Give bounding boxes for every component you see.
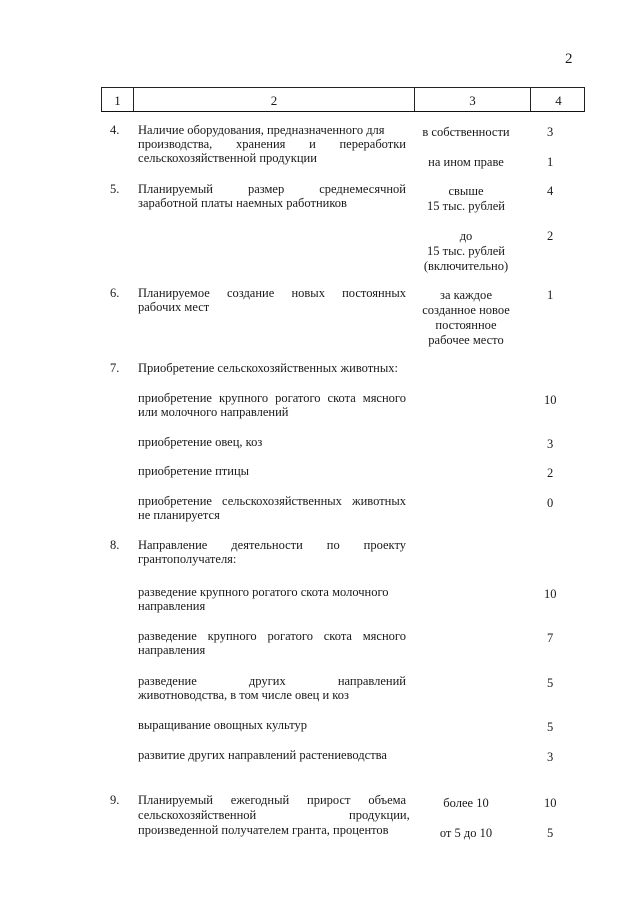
option-text: в собственности — [422, 125, 510, 139]
criterion-text: или молочного направлений — [138, 405, 289, 419]
score: 3 — [547, 750, 554, 764]
criterion-text: разведение других направлений — [138, 674, 406, 688]
criterion-text: Планируемый ежегодный прирост объема — [138, 793, 406, 807]
criterion-text: приобретение птицы — [138, 464, 250, 478]
row-number: 5. — [110, 182, 120, 196]
score: 5 — [547, 826, 554, 840]
criterion-text: не планируется — [138, 508, 220, 522]
option-text: 15 тыс. рублей — [427, 244, 505, 258]
score: 1 — [547, 155, 554, 169]
score: 4 — [547, 184, 554, 198]
header-col-3: 3 — [469, 93, 476, 108]
criterion-text: Планируемый размер среднемесячной — [138, 182, 406, 196]
row-number: 9. — [110, 793, 120, 807]
criterion-text: сельскохозяйственной продукции — [138, 151, 317, 165]
criterion-text: разведение крупного рогатого скота молочного — [138, 585, 389, 599]
score: 10 — [544, 587, 557, 601]
criterion-text: Направление деятельности по проекту — [138, 538, 406, 552]
criterion-text: выращивание овощных культур — [138, 718, 308, 732]
header-col-4: 4 — [555, 93, 562, 108]
option-text: от 5 до 10 — [439, 826, 493, 840]
criterion-text: Приобретение сельскохозяйственных животных: — [138, 361, 398, 375]
score: 5 — [547, 720, 554, 734]
option-text: постоянное — [435, 318, 497, 332]
criterion-text: грантополучателя: — [138, 552, 237, 566]
score: 2 — [547, 229, 554, 243]
row-number: 4. — [110, 123, 120, 137]
page-number: 2 — [565, 51, 573, 67]
criterion-text: разведение крупного рогатого скота мясного — [138, 629, 406, 643]
score: 2 — [547, 466, 554, 480]
table-header — [101, 87, 585, 112]
criterion-text: сельскохозяйственной — [138, 808, 257, 822]
score: 7 — [547, 631, 554, 645]
option-text: свыше — [448, 184, 484, 198]
criterion-text: продукции, — [349, 808, 410, 822]
criterion-text: Наличие оборудования, предназначенного для — [138, 123, 385, 137]
criterion-text: заработной платы наемных работников — [138, 196, 347, 210]
criterion-text: производства, хранения и переработки — [138, 137, 406, 151]
criterion-text: Планируемое создание новых постоянных — [138, 286, 406, 300]
row-number: 8. — [110, 538, 120, 552]
row-number: 7. — [110, 361, 120, 375]
score: 0 — [547, 496, 554, 510]
row-number: 6. — [110, 286, 120, 300]
option-text: рабочее место — [428, 333, 504, 347]
header-col-2: 2 — [270, 93, 278, 108]
option-text: созданное новое — [422, 303, 510, 317]
criterion-text: животноводства, в том числе овец и коз — [138, 688, 349, 702]
option-text: на ином праве — [428, 155, 504, 169]
criterion-text: рабочих мест — [138, 300, 210, 314]
option-text: за каждое — [440, 288, 492, 302]
score: 3 — [547, 437, 554, 451]
criterion-text: приобретение овец, коз — [138, 435, 263, 449]
option-text: (включительно) — [423, 259, 509, 273]
score: 10 — [544, 393, 557, 407]
criterion-text: направления — [138, 643, 206, 657]
header-col-1: 1 — [114, 93, 121, 108]
score: 3 — [547, 125, 554, 139]
criterion-text: приобретение сельскохозяйственных животных — [138, 494, 406, 508]
option-text: более 10 — [443, 796, 489, 810]
score: 1 — [547, 288, 554, 302]
criterion-text: произведенной получателем гранта, процентов — [138, 823, 389, 837]
score: 5 — [547, 676, 554, 690]
criterion-text: приобретение крупного рогатого скота мясного — [138, 391, 406, 405]
score: 10 — [544, 796, 557, 810]
option-text: 15 тыс. рублей — [427, 199, 505, 213]
criterion-text: направления — [138, 599, 206, 613]
option-text: до — [459, 229, 473, 243]
criterion-text: развитие других направлений растениеводства — [138, 748, 387, 762]
